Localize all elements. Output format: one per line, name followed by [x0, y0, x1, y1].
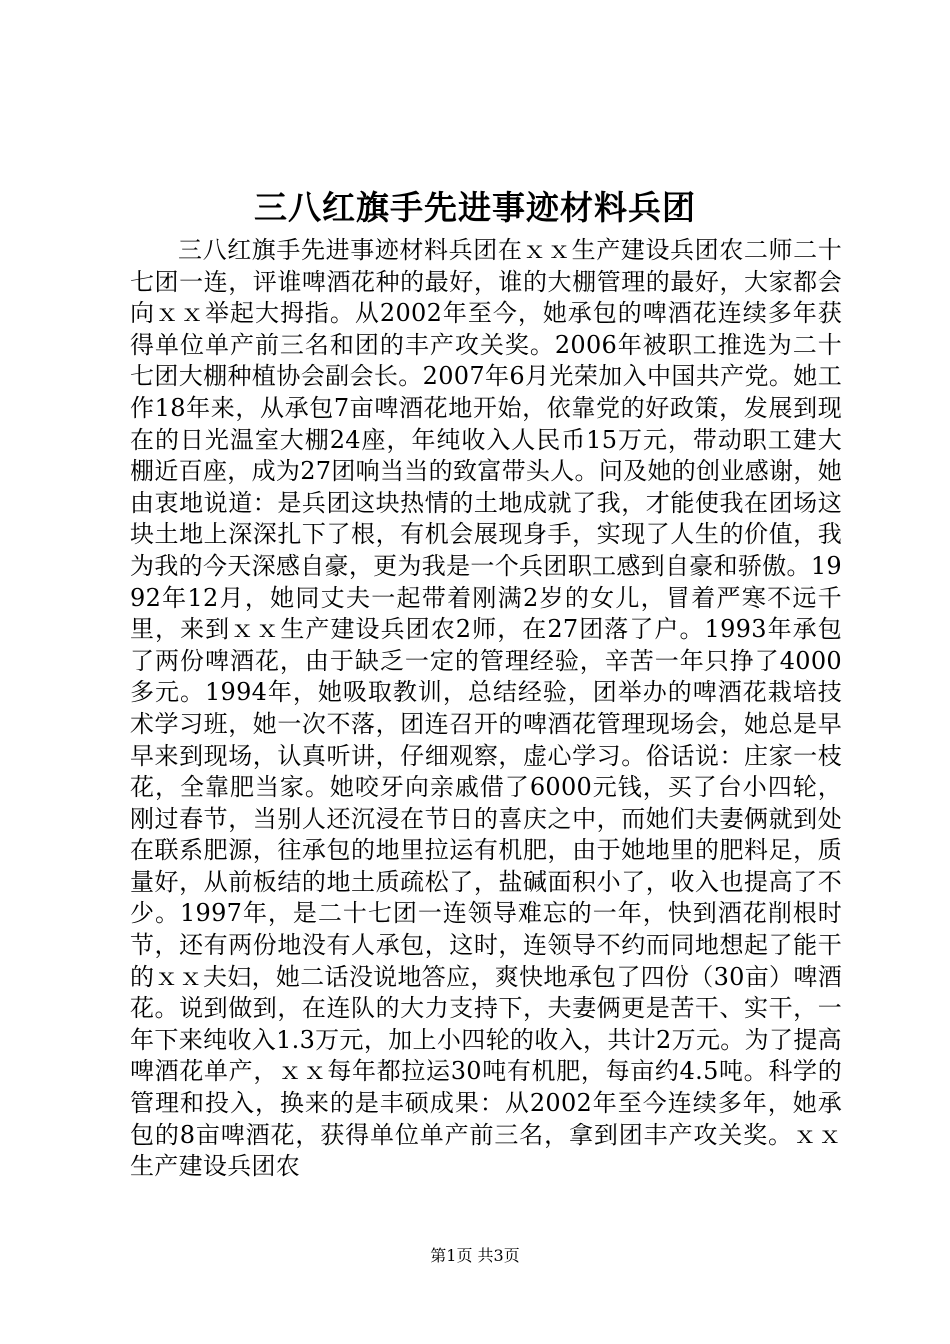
body-paragraph: 三八红旗手先进事迹材料兵团在ｘｘ生产建设兵团农二师二十七团一连，评谁啤酒花种的最好，谁的大棚管理的最好，大家都会向ｘｘ举起大拇指。从2002年至今，她承包的啤酒花连续多年获得单位单产前三名和团的丰产攻关奖。2006年被职工推选为二十七团大棚种植协会副会长。2007年6月光荣加入中国共产党。她工作18年来，从承包7亩啤酒花地开始，依靠党的好政策，发展到现在的日光温室大棚24座，年纯收入人民币15万元，带动职工建大棚近百座，成为27团响当当的致富带头人。问及她的创业感谢，她由衷地说道：是兵团这块热情的土地成就了我，才能使我在团场这块土地上深深扎下了根，有机会展现身手，实现了人生的价值，我为我的今天深感自豪，更为我是一个兵团职工感到自豪和骄傲。1992年12月，她同丈夫一起带着刚满2岁的女儿，冒着严寒不远千里，来到ｘｘ生产建设兵团农2师，在27团落了户。1993年承包了两份啤酒花，由于缺乏一定的管理经验，辛苦一年只挣了4000多元。1994年，她吸取教训，总结经验，团举办的啤酒花栽培技术学习班，她一次不落，团连召开的啤酒花管理现场会，她总是早早来到现场，认真听讲，仔细观察，虚心学习。俗话说：庄家一枝花，全靠肥当家。她咬牙向亲戚借了6000元钱，买了台小四轮，刚过春节，当别人还沉浸在节日的喜庆之中，而她们夫妻俩就到处在联系肥源，往承包的地里拉运有机肥，由于她地里的肥料足，质量好，从前板结的地土质疏松了，盐碱面积小了，收入也提高了不少。1997年，是二十七团一连领导难忘的一年，快到酒花削根时节，还有两份地没有人承包，这时，连领导不约而同地想起了能干的ｘｘ夫妇，她二话没说地答应，爽快地承包了四份（30亩）啤酒花。说到做到，在连队的大力支持下，夫妻俩更是苦干、实干，一年下来纯收入1.3万元，加上小四轮的收入，共计2万元。为了提高啤酒花单产，ｘｘ每年都拉运30吨有机肥，每亩约4.5吨。科学的管理和投入，换来的是丰硕成果：从2002年至今连续多年，她承包的8亩啤酒花，获得单位单产前三名，拿到团丰产攻关奖。ｘｘ生产建设兵团农 — [130, 236, 842, 1181]
document-title: 三八红旗手先进事迹材料兵团 — [254, 188, 696, 227]
page-number-footer: 第1页 共3页 — [430, 1246, 520, 1265]
